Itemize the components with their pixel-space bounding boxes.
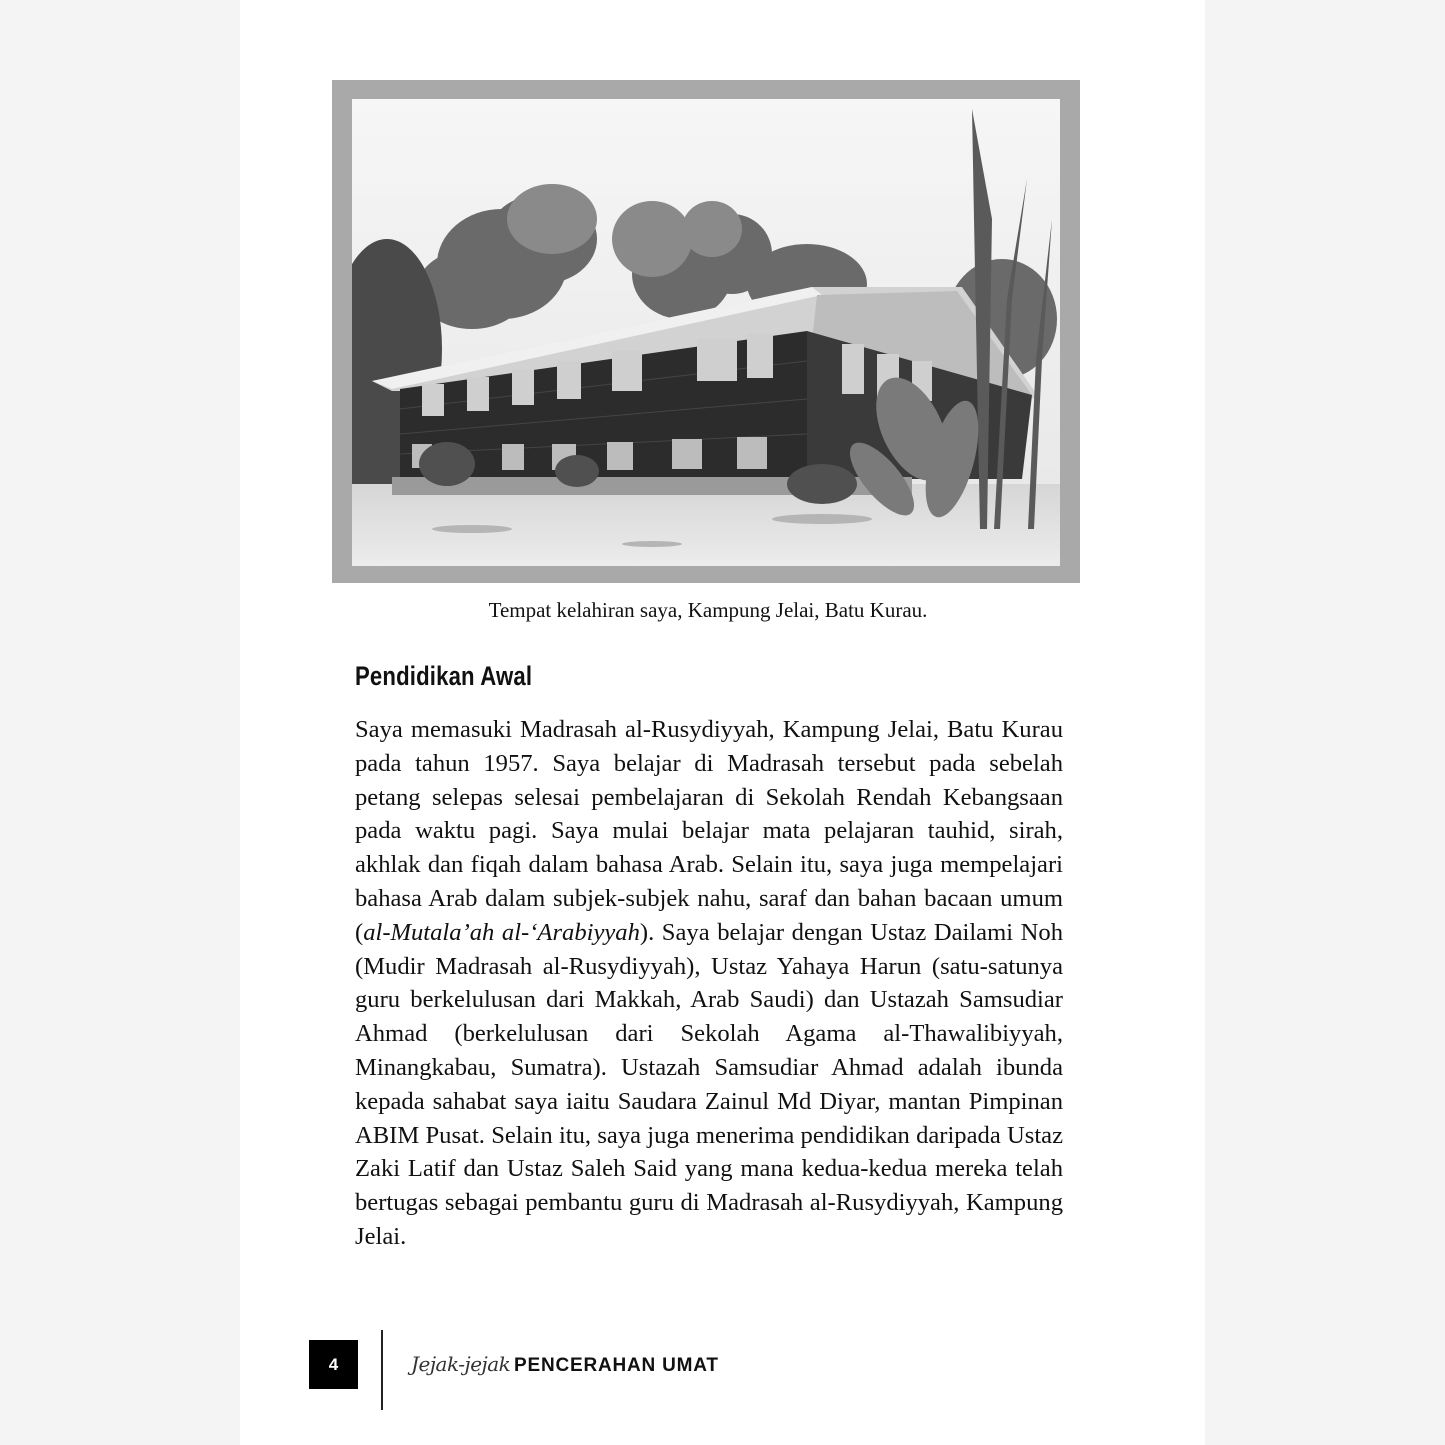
book-title-main: PENCERAHAN UMAT <box>514 1355 719 1376</box>
paragraph-text-part2: ). Saya belajar dengan Ustaz Dailami Noh (Mudir Madrasah al-Rusydiyyah), Ustaz Yahaya Harun (satu-satunya guru berkelulusan dari Makkah, Arab Saudi) dan Ustazah Samsudiar Ahmad (berkelulusan dari Sekolah Agama al-Thawalibiyyah, Minangkabau, Sumatra). Ustazah Samsudiar Ahmad adalah ibunda kepada sahabat saya iaitu Saudara Zainul Md Diyar, mantan Pimpinan ABIM Pusat. Selain itu, saya juga menerima pendidikan daripada Ustaz Zaki Latif dan Ustaz Saleh Said yang mana kedua-kedua mereka telah bertugas sebagai pembantu guru di Madrasah al-Rusydiyyah, Kampung Jelai. <box>355 918 1063 1250</box>
house-photo <box>352 99 1060 566</box>
footer-divider <box>381 1330 383 1410</box>
photo-caption: Tempat kelahiran saya, Kampung Jelai, Batu Kurau. <box>488 598 928 622</box>
paragraph-text-part1: Saya memasuki Madrasah al-Rusydiyyah, Kampung Jelai, Batu Kurau pada tahun 1957. Saya belajar di Madrasah tersebut pada sebelah petang selepas selesai pembelajaran di Sekolah Rendah Kebangsaan pada waktu pagi. Saya mulai belajar mata pelajaran tauhid, sirah, akhlak dan fiqah dalam bahasa Arab. Selain itu, saya juga mempelajari bahasa Arab dalam subjek-subjek nahu, saraf dan bahan bacaan umum ( <box>355 716 1063 946</box>
book-title-script: Jejak-jejak <box>411 1352 511 1376</box>
page-number: 4 <box>309 1340 358 1389</box>
body-paragraph <box>355 713 1063 1254</box>
photo-frame <box>332 80 1080 583</box>
wooden-house-illustration <box>352 99 1060 566</box>
paragraph-italic-term: al-Mutala’ah al-‘Arabiyyah <box>363 918 640 946</box>
section-heading: Pendidikan Awal <box>355 661 533 691</box>
